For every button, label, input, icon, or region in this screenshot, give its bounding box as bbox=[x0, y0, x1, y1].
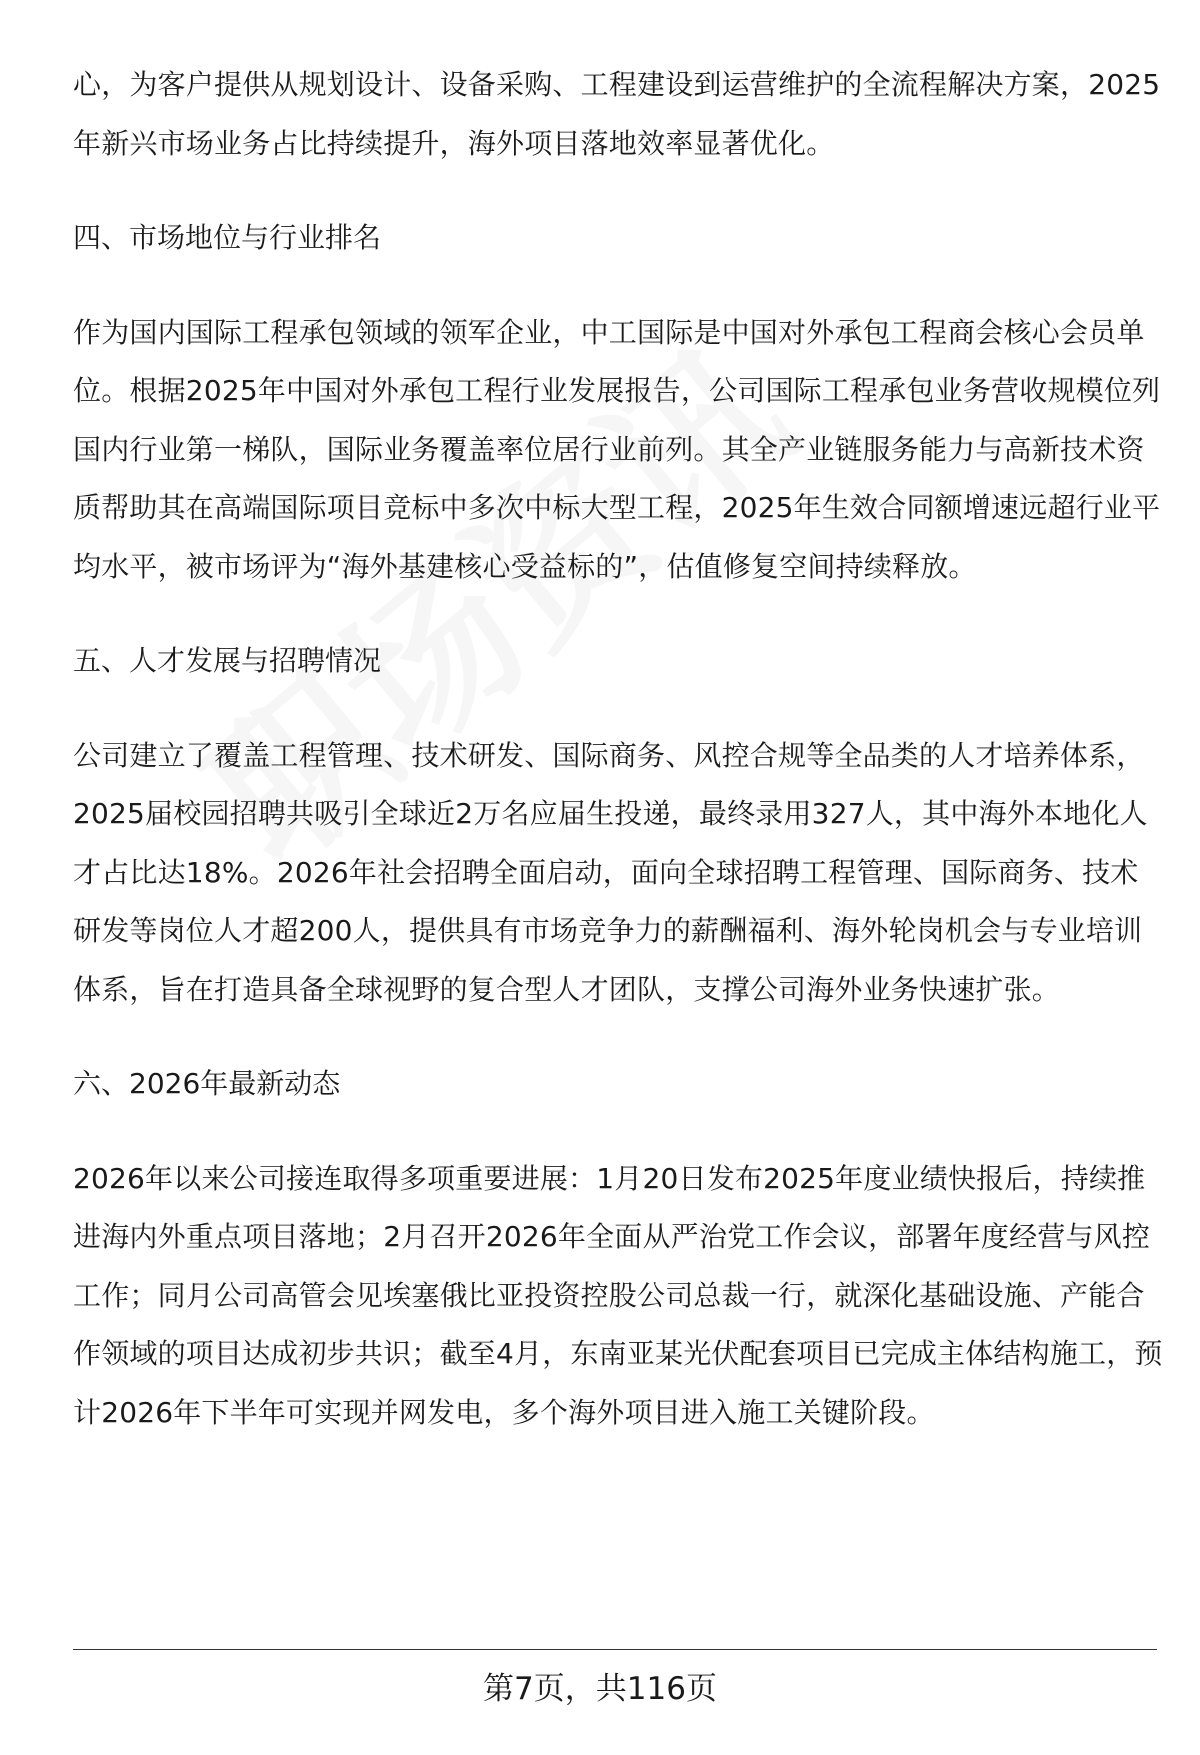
spacer bbox=[73, 1019, 1163, 1055]
paragraph-talent-recruitment: 公司建立了覆盖工程管理、技术研发、国际商务、风控合规等全品类的人才培养体系，2025届校园招聘共吸引全球近2万名应届生投递，最终录用327人，其中海外本地化人才占比达18%。2026年社会招聘全面启动，面向全球招聘工程管理、国际商务、技术研发等岗位人才超200人，提供具有市场竞争力的薪酬福利、海外轮岗机会与专业培训体系，旨在打造具备全球视野的复合型人才团队，支撑公司海外业务快速扩张。 bbox=[73, 738, 1148, 1006]
page-number: 第7页，共116页 bbox=[483, 1671, 717, 1707]
spacer bbox=[73, 173, 1163, 209]
spacer bbox=[73, 596, 1163, 632]
spacer bbox=[73, 1114, 1163, 1150]
heading-market-position: 四、市场地位与行业排名 bbox=[73, 221, 382, 254]
paragraph-market-position: 作为国内国际工程承包领域的领军企业，中工国际是中国对外承包工程商会核心会员单位。根据2025年中国对外承包工程行业发展报告，公司国际工程承包业务营收规模位列国内行业第一梯队，国际业务覆盖率位居行业前列。其全产业链服务能力与高新技术资质帮助其在高端国际项目竞标中多次中标大型工程，2025年生效合同额增速远超行业平均水平，被市场评为“海外基建核心受益标的”，估值修复空间持续释放。 bbox=[73, 315, 1161, 583]
paragraph-business-continuation: 心，为客户提供从规划设计、设备采购、工程建设到运营维护的全流程解决方案，2025年新兴市场业务占比持续提升，海外项目落地效率显著优化。 bbox=[73, 68, 1161, 160]
spacer bbox=[73, 268, 1163, 304]
heading-talent-recruitment: 五、人才发展与招聘情况 bbox=[73, 644, 382, 677]
heading-latest-news: 六、2026年最新动态 bbox=[73, 1067, 341, 1100]
footer-divider bbox=[73, 1649, 1157, 1650]
spacer bbox=[73, 691, 1163, 727]
document-body bbox=[73, 56, 1163, 1442]
paragraph-latest-news: 2026年以来公司接连取得多项重要进展：1月20日发布2025年度业绩快报后，持续推进海内外重点项目落地；2月召开2026年全面从严治党工作会议，部署年度经营与风控工作；同月公司高管会见埃塞俄比亚投资控股公司总裁一行，就深化基础设施、产能合作领域的项目达成初步共识；截至4月，东南亚某光伏配套项目已完成主体结构施工，预计2026年下半年可实现并网发电，多个海外项目进入施工关键阶段。 bbox=[73, 1161, 1163, 1429]
